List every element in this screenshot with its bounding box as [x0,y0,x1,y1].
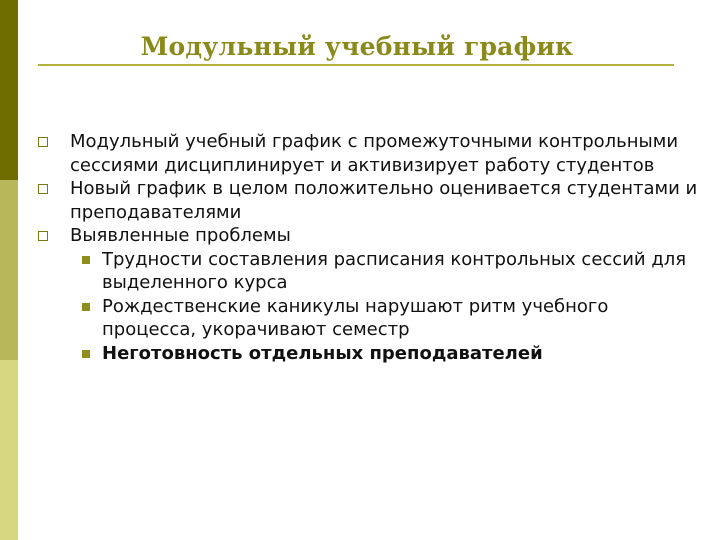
filled-square-bullet-icon [82,256,90,264]
slide-body [38,130,698,365]
bullet-text: Модульный учебный график с промежуточными контрольными сессиями дисциплинирует и активизирует работу студентов [70,131,679,176]
sub-bullet-text: Рождественские каникулы нарушают ритм учебного процесса, укорачивают семестр [102,295,609,340]
sub-bullet-item [38,248,698,295]
filled-square-bullet-icon [82,350,90,358]
sidebar-strip-top [0,0,18,180]
slide-title: Модульный учебный график [140,32,574,61]
bullet-text: Новый график в целом положительно оценивается студентами и преподавателями [70,178,698,223]
bullet-item [38,224,698,248]
sub-bullet-text: Трудности составления расписания контрольных сессий для выделенного курса [102,248,687,293]
title-underline [38,64,674,66]
hollow-square-bullet-icon [38,184,48,194]
filled-square-bullet-icon [82,303,90,311]
bullet-item [38,177,698,224]
sub-bullet-item [38,342,698,366]
bullet-item [38,130,698,177]
hollow-square-bullet-icon [38,231,48,241]
sidebar-strip-middle [0,180,18,360]
sidebar-strip-bottom [0,360,18,540]
sub-bullet-text: Неготовность отдельных преподавателей [102,342,543,364]
sub-bullet-item [38,295,698,342]
bullet-text: Выявленные проблемы [70,225,291,246]
hollow-square-bullet-icon [38,137,48,147]
